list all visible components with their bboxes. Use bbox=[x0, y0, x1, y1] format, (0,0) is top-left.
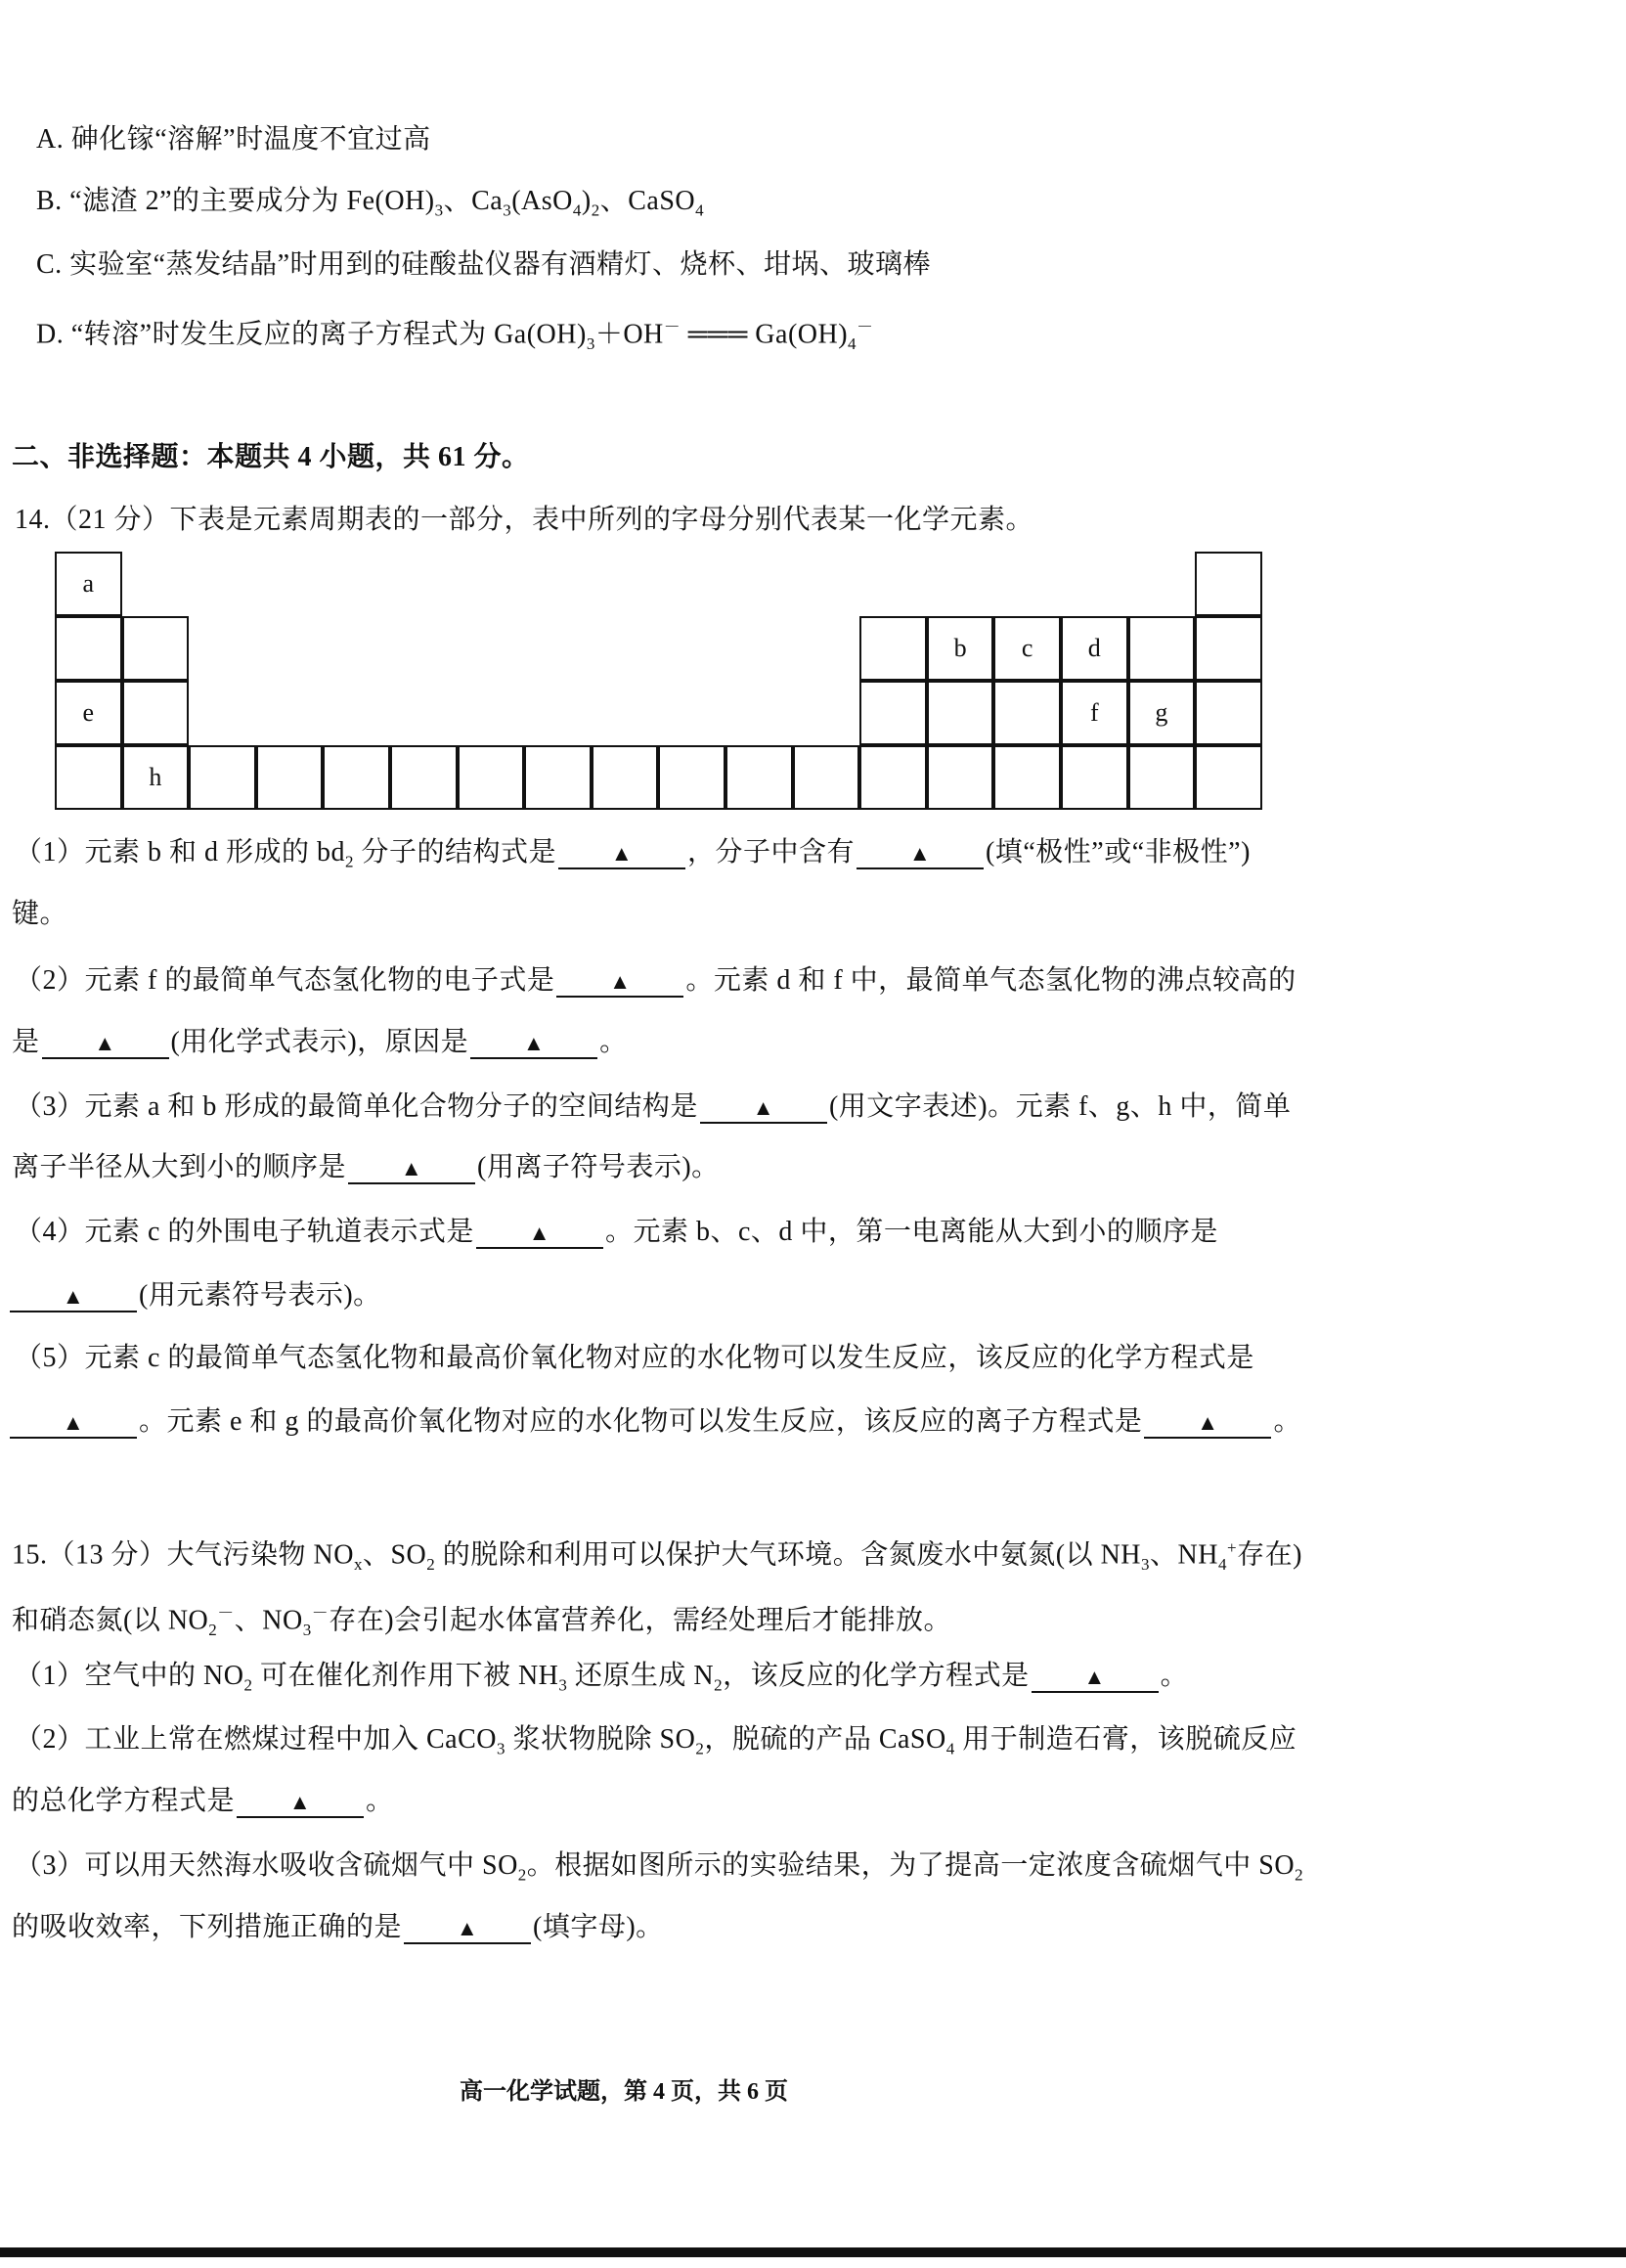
table-cell bbox=[859, 681, 927, 745]
element-letter: d bbox=[1087, 634, 1101, 662]
subscript: 2 bbox=[591, 200, 600, 220]
table-cell bbox=[725, 745, 793, 810]
q14-line bbox=[12, 1150, 720, 1185]
subscript: 3 bbox=[497, 1739, 506, 1758]
table-cell bbox=[927, 616, 994, 681]
text-run: 可在催化剂作用下被 NH bbox=[252, 1661, 559, 1691]
table-cell bbox=[1195, 681, 1262, 745]
table-cell bbox=[55, 616, 122, 681]
text-run: 。 bbox=[1160, 1661, 1189, 1691]
subscript: 2 bbox=[517, 1865, 527, 1885]
table-cell bbox=[859, 745, 927, 810]
text-run: 分子的结构式是 bbox=[354, 837, 557, 867]
text-run: 。 bbox=[599, 1027, 628, 1057]
subscript: 4 bbox=[695, 200, 705, 220]
table-cell bbox=[1061, 616, 1128, 681]
text-run: C. 实验室“蒸发结晶”时用到的硅酸盐仪器有酒精灯、烧杯、坩埚、玻璃棒 bbox=[36, 249, 932, 280]
table-cell bbox=[993, 745, 1061, 810]
text-run: 。 bbox=[366, 1786, 394, 1816]
option-b bbox=[36, 184, 704, 229]
answer-blank[interactable]: ▲ bbox=[404, 1915, 531, 1944]
table-cell bbox=[55, 552, 122, 616]
table-cell bbox=[256, 745, 324, 810]
text-run: A. 砷化镓“溶解”时温度不宜过高 bbox=[36, 124, 431, 155]
q15-line bbox=[12, 1531, 1302, 1582]
q15-line bbox=[15, 1659, 1188, 1704]
text-run: （2）元素 f 的最简单气态氢化物的电子式是 bbox=[15, 965, 555, 996]
text-run: ，分子中含有 bbox=[687, 837, 856, 867]
text-run: （1）元素 b 和 d 形成的 bd bbox=[15, 837, 346, 867]
text-run: 、NO bbox=[234, 1605, 303, 1636]
table-cell bbox=[859, 616, 927, 681]
text-run: 存在) bbox=[1237, 1539, 1302, 1571]
subscript: x bbox=[353, 1554, 363, 1574]
text-run: 。元素 e 和 g 的最高价氧化物对应的水化物可以发生反应，该反应的离子方程式是 bbox=[139, 1406, 1143, 1437]
text-run: （3）元素 a 和 b 形成的最简单化合物分子的空间结构是 bbox=[15, 1091, 698, 1122]
subscript: 2 bbox=[345, 852, 355, 871]
element-letter: g bbox=[1155, 698, 1168, 727]
answer-blank[interactable]: ▲ bbox=[1144, 1409, 1271, 1439]
table-cell bbox=[1061, 681, 1128, 745]
q14-line bbox=[15, 963, 1296, 999]
text-run: 离子半径从大到小的顺序是 bbox=[12, 1152, 347, 1182]
q14-line bbox=[15, 1341, 1254, 1376]
text-run: (用离子符号表示)。 bbox=[477, 1152, 720, 1182]
subscript: 3 bbox=[434, 200, 444, 220]
text-run: 、SO bbox=[362, 1539, 427, 1571]
subscript: 2 bbox=[426, 1554, 436, 1574]
page-footer: 高一化学试题，第 4 页，共 6 页 bbox=[460, 2079, 788, 2105]
table-cell bbox=[55, 745, 122, 810]
q14-line bbox=[12, 897, 67, 932]
table-cell bbox=[592, 745, 659, 810]
text-run: 。元素 d 和 f 中，最简单气态氢化物的沸点较高的 bbox=[685, 965, 1296, 996]
subscript: 4 bbox=[572, 200, 582, 220]
subscript: 3 bbox=[302, 1620, 312, 1639]
text-run: ，该反应的化学方程式是 bbox=[723, 1661, 1030, 1691]
text-run: 和硝态氮(以 NO bbox=[12, 1605, 209, 1636]
text-run: 的总化学方程式是 bbox=[12, 1786, 236, 1816]
scan-edge-bar bbox=[0, 2247, 1626, 2257]
option-c bbox=[36, 247, 931, 283]
table-cell bbox=[1128, 745, 1196, 810]
subscript: 2 bbox=[208, 1620, 218, 1639]
q15-line bbox=[15, 1848, 1303, 1893]
table-cell bbox=[122, 616, 190, 681]
text-run: 用于制造石膏，该脱硫反应 bbox=[954, 1724, 1297, 1755]
table-cell bbox=[323, 745, 390, 810]
subscript: 2 bbox=[695, 1739, 705, 1758]
answer-blank[interactable]: ▲ bbox=[556, 968, 683, 998]
text-run: 。元素 b、c、d 中，第一电离能从大到小的顺序是 bbox=[604, 1217, 1218, 1247]
q14-line bbox=[15, 1215, 1218, 1250]
table-cell bbox=[927, 745, 994, 810]
q15-line bbox=[15, 1722, 1296, 1767]
text-run: (填“极性”或“非极性”) bbox=[986, 837, 1251, 867]
text-run: D. “转溶”时发生反应的离子方程式为 Ga(OH) bbox=[36, 319, 587, 350]
text-run: ) bbox=[581, 186, 592, 216]
q14-line bbox=[15, 1090, 1291, 1125]
text-run: 存在)会引起水体富营养化，需经处理后才能排放。 bbox=[329, 1605, 952, 1636]
table-cell bbox=[1195, 616, 1262, 681]
table-cell bbox=[1195, 745, 1262, 810]
table-cell bbox=[993, 616, 1061, 681]
table-cell bbox=[55, 681, 122, 745]
answer-blank[interactable]: ▲ bbox=[237, 1789, 364, 1818]
table-cell bbox=[927, 681, 994, 745]
superscript: － bbox=[311, 1604, 330, 1623]
q15-line bbox=[12, 1910, 664, 1945]
subscript: 2 bbox=[714, 1675, 724, 1695]
text-run: 还原生成 N bbox=[567, 1661, 715, 1691]
table-cell bbox=[390, 745, 458, 810]
text-run: （2）工业上常在燃煤过程中加入 CaCO bbox=[15, 1724, 498, 1755]
option-d bbox=[36, 310, 874, 362]
table-cell bbox=[993, 681, 1061, 745]
superscript: + bbox=[1226, 1538, 1238, 1557]
subscript: 3 bbox=[558, 1675, 568, 1695]
q14-line bbox=[8, 1278, 381, 1313]
text-run: ═══ Ga(OH) bbox=[681, 319, 849, 350]
text-run: 、NH bbox=[1150, 1539, 1218, 1571]
q14-line bbox=[12, 1025, 628, 1060]
text-run: ，脱硫的产品 CaSO bbox=[704, 1724, 946, 1755]
answer-blank[interactable]: ▲ bbox=[348, 1155, 475, 1184]
text-run: 是 bbox=[12, 1027, 40, 1057]
table-cell bbox=[1128, 681, 1196, 745]
periodic-table-fragment bbox=[56, 553, 1264, 811]
table-cell bbox=[1195, 552, 1262, 616]
subscript: 3 bbox=[503, 200, 512, 220]
text-run: (用元素符号表示)。 bbox=[139, 1280, 381, 1311]
answer-blank[interactable]: ▲ bbox=[42, 1030, 169, 1059]
text-run: (用化学式表示)，原因是 bbox=[170, 1027, 469, 1057]
table-cell bbox=[1128, 616, 1196, 681]
table-cell bbox=[458, 745, 525, 810]
table-cell bbox=[189, 745, 256, 810]
text-run: （3）可以用天然海水吸收含硫烟气中 SO bbox=[15, 1850, 518, 1881]
answer-blank[interactable]: ▲ bbox=[10, 1409, 137, 1439]
q14-line bbox=[8, 1404, 1301, 1440]
text-run: ＋OH bbox=[594, 319, 664, 350]
text-run: (用文字表述)。元素 f、g、h 中，简单 bbox=[828, 1091, 1292, 1122]
subscript: 4 bbox=[945, 1739, 955, 1758]
subscript: 3 bbox=[586, 334, 595, 353]
element-letter: e bbox=[82, 698, 95, 727]
subscript: 4 bbox=[848, 334, 857, 353]
element-letter: c bbox=[1021, 634, 1033, 662]
section-heading: 二、非选择题：本题共 4 小题，共 61 分。 bbox=[12, 442, 530, 472]
answer-blank[interactable]: ▲ bbox=[476, 1220, 603, 1249]
table-cell bbox=[658, 745, 725, 810]
text-run: 、CaSO bbox=[599, 186, 696, 216]
answer-blank[interactable]: ▲ bbox=[470, 1030, 597, 1059]
option-a bbox=[36, 122, 431, 157]
text-run: （1）空气中的 NO bbox=[15, 1661, 244, 1691]
table-cell bbox=[1061, 745, 1128, 810]
text-run: 、Ca bbox=[443, 186, 504, 216]
answer-blank[interactable]: ▲ bbox=[558, 840, 685, 869]
subscript: 2 bbox=[1295, 1865, 1304, 1885]
table-cell bbox=[793, 745, 860, 810]
q14-line bbox=[15, 835, 1251, 880]
q15-line bbox=[12, 1596, 951, 1648]
text-run: （4）元素 c 的外围电子轨道表示式是 bbox=[15, 1217, 474, 1247]
table-cell bbox=[122, 681, 190, 745]
element-letter: f bbox=[1089, 698, 1099, 727]
subscript: 4 bbox=[1217, 1554, 1227, 1574]
text-run: B. “滤渣 2”的主要成分为 Fe(OH) bbox=[36, 186, 435, 216]
element-letter: h bbox=[149, 763, 162, 791]
superscript: － bbox=[663, 318, 681, 336]
text-run: 15.（13 分）大气污染物 NO bbox=[12, 1539, 354, 1571]
answer-blank[interactable]: ▲ bbox=[10, 1283, 137, 1312]
text-run: （5）元素 c 的最简单气态氢化物和最高价氧化物对应的水化物可以发生反应，该反应的化学方程式是 bbox=[15, 1343, 1254, 1373]
text-run: 。根据如图所示的实验结果，为了提高一定浓度含硫烟气中 SO bbox=[526, 1850, 1296, 1881]
answer-blank[interactable]: ▲ bbox=[857, 840, 984, 869]
element-letter: b bbox=[953, 634, 967, 662]
text-run: (填字母)。 bbox=[533, 1912, 664, 1942]
text-run: 的脱除和利用可以保护大气环境。含氮废水中氨氮(以 NH bbox=[435, 1539, 1142, 1571]
text-run: 的吸收效率，下列措施正确的是 bbox=[12, 1912, 403, 1942]
subscript: 2 bbox=[243, 1675, 253, 1695]
text-run: 浆状物脱除 SO bbox=[505, 1724, 696, 1755]
text-run: (AsO bbox=[511, 186, 573, 216]
element-letter: a bbox=[82, 569, 95, 598]
table-cell bbox=[524, 745, 592, 810]
superscript: － bbox=[217, 1604, 235, 1623]
q15-line bbox=[12, 1784, 394, 1819]
subscript: 3 bbox=[1141, 1554, 1151, 1574]
table-cell bbox=[122, 745, 190, 810]
answer-blank[interactable]: ▲ bbox=[1032, 1664, 1159, 1693]
question-14-intro: 14.（21 分）下表是元素周期表的一部分，表中所列的字母分别代表某一化学元素。 bbox=[15, 505, 1034, 535]
superscript: － bbox=[857, 318, 874, 336]
text-run: 键。 bbox=[12, 899, 68, 929]
text-run: 。 bbox=[1273, 1406, 1301, 1437]
answer-blank[interactable]: ▲ bbox=[700, 1094, 827, 1124]
